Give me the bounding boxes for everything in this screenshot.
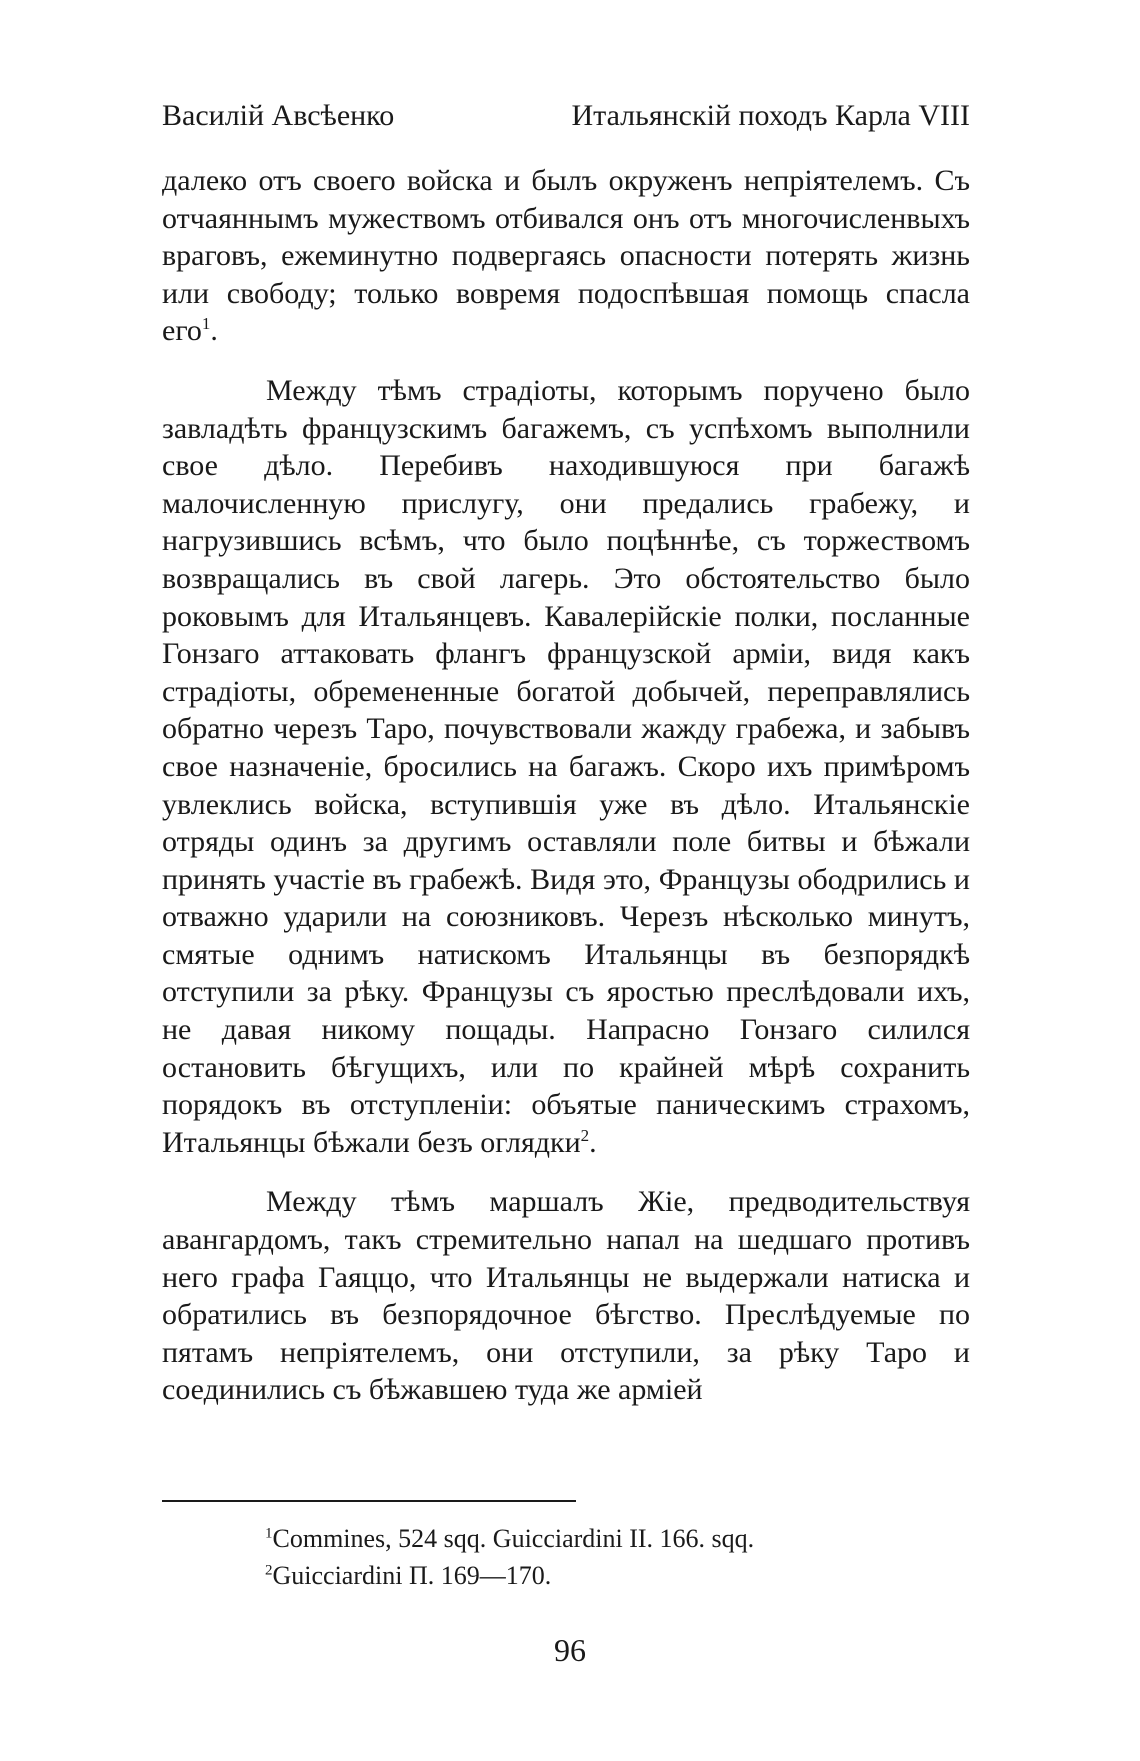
paragraph-1-text: далеко отъ своего войска и былъ окруженъ непріятелемъ. Съ отчаяннымъ мужествомъ отбивался онъ отъ многочисленвыхъ враговъ, ежеминутно подвергаясь опасности потерять жизнь или свободу; только вовремя подоспѣвшая помощь спасла его (162, 164, 970, 348)
footnotes (265, 1520, 754, 1594)
running-head-title: Итальянскій походъ Карла VIII (571, 99, 970, 132)
body-text (162, 162, 970, 1409)
paragraph-1-end: . (210, 314, 218, 348)
footnote-2-mark: 2 (265, 1562, 273, 1579)
paragraph-3-text: Между тѣмъ маршалъ Жіе, предводительствуя авангардомъ, такъ стремительно напал на шедшаго противъ него графа Гаяццо, что Итальянцы не выдержали натиска и обратились въ безпорядочное бѣгство. Преслѣдуемые по пятамъ непріятелемъ, они отступили, за рѣку Таро и соединились съ бѣжавшею туда же арміей (162, 1185, 970, 1407)
paragraph-2 (162, 372, 970, 1161)
paragraph-2-end: . (589, 1125, 597, 1159)
footnote-2-text: Guicciardini П. 169—170. (272, 1561, 552, 1590)
footnote-2 (265, 1557, 754, 1594)
page-number: 96 (554, 1632, 586, 1668)
paragraph-3 (162, 1183, 970, 1409)
footnote-separator (162, 1500, 576, 1502)
footnote-1-mark: 1 (265, 1525, 273, 1542)
paragraph-2-text: Между тѣмъ страдіоты, которымъ поручено было завладѣть французскимъ багажемъ, съ успѣхомъ выполнили свое дѣло. Перебивъ находившуюся при багажѣ малочисленную прислугу, они предались грабежу, и нагрузившись всѣмъ, что было поцѣннѣе, съ торжествомъ возвращались въ свой лагерь. Это обстоятельство было роковымъ для Итальянцевъ. Кавалерійскіе полки, посланные Гонзаго аттаковать флангъ французской арміи, видя какъ страдіоты, обремененные богатой добычей, переправлялись обратно черезъ Таро, почувствовали жажду грабежа, и забывъ свое назначеніе, бросились на багажъ. Скоро ихъ примѣромъ увлеклись войска, вступившія уже въ дѣло. Итальянскіе отряды одинъ за другимъ оставляли поле битвы и бѣжали принять участіе въ грабежѣ. Видя это, Французы ободрились и отважно ударили на союзниковъ. Черезъ нѣсколько минутъ, смятые однимъ натискомъ Итальянцы въ безпорядкѣ отступили за рѣку. Французы съ яростью преслѣдовали ихъ, не давая никому пощады. Напрасно Гонзаго силился остановить бѣгущихъ, или по крайней мѣрѣ сохранить порядокъ въ отступленіи: объятые паническимъ страхомъ, Итальянцы бѣжали безъ оглядки (162, 373, 970, 1159)
running-head (162, 96, 970, 136)
footnote-ref-1[interactable]: 1 (201, 314, 211, 334)
running-head-author: Василій Авсѣенко (162, 99, 395, 132)
paragraph-1 (162, 162, 970, 350)
footnote-ref-2[interactable]: 2 (580, 1125, 590, 1145)
footnote-1 (265, 1520, 754, 1557)
footnote-1-text: Commines, 524 sqq. Guicciardini II. 166. sqq. (272, 1524, 755, 1553)
